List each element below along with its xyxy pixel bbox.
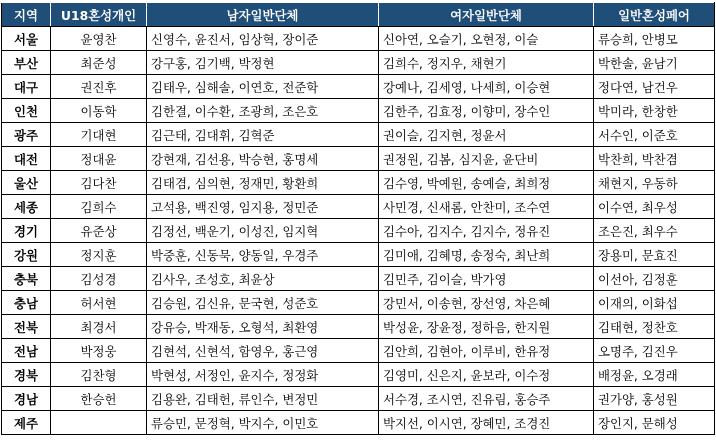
men-team-cell: 김한결, 이수환, 조광희, 조은호 (147, 99, 379, 123)
header-women-team: 여자일반단체 (379, 3, 594, 27)
mixed-pair-cell: 장인지, 문해성 (594, 411, 715, 435)
roster-table (1, 2, 715, 435)
men-team-cell: 김사우, 조성호, 최윤상 (147, 267, 379, 291)
women-team-cell: 김미애, 김혜명, 송정숙, 최난희 (379, 243, 594, 267)
u18-cell: 최경서 (51, 315, 147, 339)
table-row (2, 51, 715, 75)
women-team-cell: 강민서, 이송현, 장선영, 차은혜 (379, 291, 594, 315)
men-team-cell: 박중훈, 신동묵, 양동일, 우경주 (147, 243, 379, 267)
mixed-pair-cell: 권가양, 홍성원 (594, 387, 715, 411)
women-team-cell: 사민경, 신새롬, 안찬미, 조수연 (379, 195, 594, 219)
women-team-cell: 김수영, 박예원, 송예슬, 최희정 (379, 171, 594, 195)
header-mixed-pair: 일반혼성페어 (594, 3, 715, 27)
table-row (2, 387, 715, 411)
women-team-cell: 권정원, 김봄, 심지윤, 윤단비 (379, 147, 594, 171)
u18-cell: 권진후 (51, 75, 147, 99)
region-cell: 대구 (2, 75, 51, 99)
region-cell: 충남 (2, 291, 51, 315)
women-team-cell: 김수아, 김지수, 김지수, 정유진 (379, 219, 594, 243)
table-row (2, 171, 715, 195)
table-row (2, 411, 715, 435)
mixed-pair-cell: 서수인, 이준호 (594, 123, 715, 147)
table-row (2, 27, 715, 51)
women-team-cell: 박지선, 이시연, 장혜민, 조경진 (379, 411, 594, 435)
mixed-pair-cell: 배정윤, 오경래 (594, 363, 715, 387)
women-team-cell: 김안희, 김현아, 이루비, 한유정 (379, 339, 594, 363)
region-cell: 충북 (2, 267, 51, 291)
u18-cell: 허서현 (51, 291, 147, 315)
men-team-cell: 김용완, 김태헌, 류인수, 변정민 (147, 387, 379, 411)
men-team-cell: 류승민, 문정혁, 박지수, 이민호 (147, 411, 379, 435)
men-team-cell: 고석용, 백진영, 임지용, 정민준 (147, 195, 379, 219)
table-row (2, 195, 715, 219)
women-team-cell: 강예나, 김세영, 나세희, 이승현 (379, 75, 594, 99)
table-row (2, 99, 715, 123)
u18-cell: 이동학 (51, 99, 147, 123)
region-cell: 전남 (2, 339, 51, 363)
u18-cell: 윤영찬 (51, 27, 147, 51)
table-row (2, 339, 715, 363)
men-team-cell: 김승원, 김신유, 문국현, 성준호 (147, 291, 379, 315)
women-team-cell: 김희수, 정지우, 채현기 (379, 51, 594, 75)
region-cell: 경남 (2, 387, 51, 411)
men-team-cell: 신영수, 윤진서, 임상혁, 장이준 (147, 27, 379, 51)
u18-cell: 정대윤 (51, 147, 147, 171)
u18-cell: 정지훈 (51, 243, 147, 267)
u18-cell: 한승헌 (51, 387, 147, 411)
women-team-cell: 김민주, 김이슬, 박가영 (379, 267, 594, 291)
table-row (2, 243, 715, 267)
region-cell: 전북 (2, 315, 51, 339)
table-row (2, 219, 715, 243)
mixed-pair-cell: 류승희, 안병모 (594, 27, 715, 51)
u18-cell: 유준상 (51, 219, 147, 243)
header-row (2, 3, 715, 27)
mixed-pair-cell: 박한솔, 윤남기 (594, 51, 715, 75)
men-team-cell: 김태우, 심해솔, 이연호, 전준학 (147, 75, 379, 99)
region-cell: 대전 (2, 147, 51, 171)
table-row (2, 363, 715, 387)
mixed-pair-cell: 이재의, 이화섭 (594, 291, 715, 315)
men-team-cell: 김현석, 신현석, 함영우, 홍근영 (147, 339, 379, 363)
mixed-pair-cell: 박찬희, 박찬겸 (594, 147, 715, 171)
mixed-pair-cell: 이수연, 최우성 (594, 195, 715, 219)
region-cell: 경기 (2, 219, 51, 243)
women-team-cell: 박성윤, 장윤정, 정하음, 한지원 (379, 315, 594, 339)
header-u18-mixed-individual: U18혼성개인 (51, 3, 147, 27)
u18-cell: 김다찬 (51, 171, 147, 195)
table-row (2, 291, 715, 315)
u18-cell: 김희수 (51, 195, 147, 219)
u18-cell: 김찬형 (51, 363, 147, 387)
women-team-cell: 신아연, 오슬기, 오현정, 이슬 (379, 27, 594, 51)
u18-cell: 기대현 (51, 123, 147, 147)
header-region: 지역 (2, 3, 51, 27)
region-cell: 광주 (2, 123, 51, 147)
mixed-pair-cell: 조은진, 최우수 (594, 219, 715, 243)
women-team-cell: 김한주, 김효정, 이향미, 장수인 (379, 99, 594, 123)
region-cell: 제주 (2, 411, 51, 435)
table-row (2, 147, 715, 171)
region-cell: 강원 (2, 243, 51, 267)
table-row (2, 75, 715, 99)
women-team-cell: 서수경, 조시연, 진유림, 홍승주 (379, 387, 594, 411)
u18-cell: 최준성 (51, 51, 147, 75)
u18-cell (51, 411, 147, 435)
men-team-cell: 박현성, 서정인, 윤지수, 정정화 (147, 363, 379, 387)
region-cell: 경북 (2, 363, 51, 387)
mixed-pair-cell: 김태현, 정찬호 (594, 315, 715, 339)
men-team-cell: 강현재, 김선용, 박승현, 홍명세 (147, 147, 379, 171)
men-team-cell: 강유승, 박재동, 오형석, 최환영 (147, 315, 379, 339)
region-cell: 세종 (2, 195, 51, 219)
men-team-cell: 강구홍, 김기백, 박정현 (147, 51, 379, 75)
table-row (2, 123, 715, 147)
women-team-cell: 권이슬, 김지현, 정윤서 (379, 123, 594, 147)
header-men-team: 남자일반단체 (147, 3, 379, 27)
men-team-cell: 김태겸, 심의현, 정재민, 황환희 (147, 171, 379, 195)
region-cell: 울산 (2, 171, 51, 195)
mixed-pair-cell: 박미라, 한창한 (594, 99, 715, 123)
table-row (2, 315, 715, 339)
mixed-pair-cell: 이선아, 김정훈 (594, 267, 715, 291)
mixed-pair-cell: 채현지, 우동하 (594, 171, 715, 195)
region-cell: 부산 (2, 51, 51, 75)
table-row (2, 267, 715, 291)
men-team-cell: 김정선, 백운기, 이성진, 임지혁 (147, 219, 379, 243)
mixed-pair-cell: 장용미, 문효진 (594, 243, 715, 267)
men-team-cell: 김근태, 김대휘, 김혁준 (147, 123, 379, 147)
women-team-cell: 김영미, 신은지, 윤보라, 이수정 (379, 363, 594, 387)
region-cell: 서울 (2, 27, 51, 51)
mixed-pair-cell: 정다연, 남건우 (594, 75, 715, 99)
u18-cell: 박정웅 (51, 339, 147, 363)
region-cell: 인천 (2, 99, 51, 123)
mixed-pair-cell: 오명주, 김진우 (594, 339, 715, 363)
u18-cell: 김성경 (51, 267, 147, 291)
